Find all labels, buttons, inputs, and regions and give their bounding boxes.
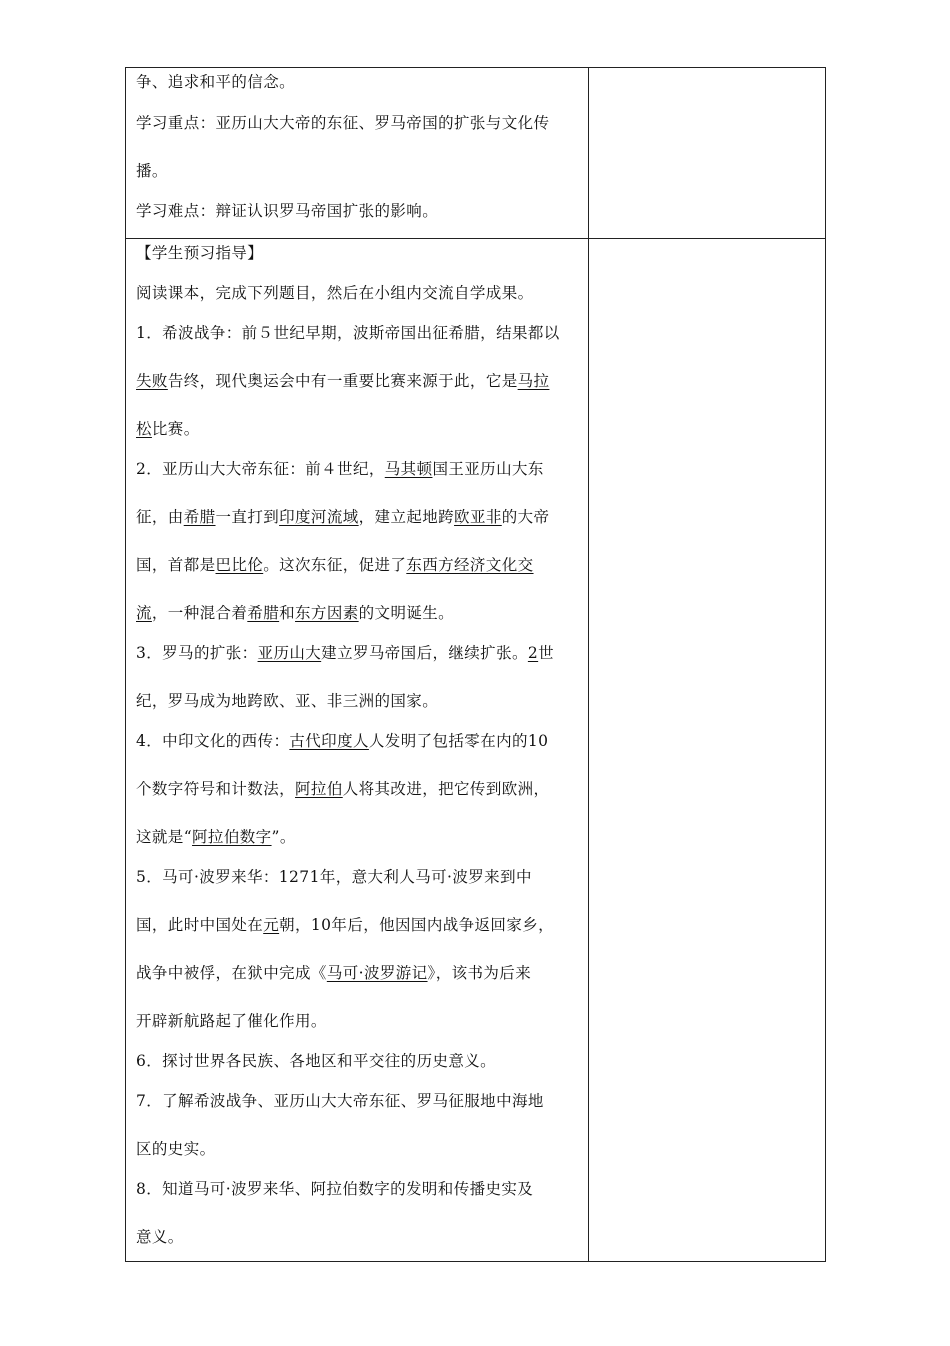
item-1-line-3: 松比赛。 <box>136 420 200 438</box>
answer-blank: 马拉 <box>517 372 550 390</box>
item-5-line-3: 战争中被俘，在狱中完成《马可·波罗游记》，该书为后来 <box>136 964 532 982</box>
answer-blank: 希腊 <box>247 604 280 622</box>
row-divider <box>126 238 825 239</box>
item-2-line-2: 征，由希腊一直打到印度河流域，建立起地跨欧亚非的大帝 <box>136 508 550 526</box>
answer-blank: 巴比伦 <box>215 556 264 574</box>
answer-blank: 东西方经济文化交 <box>406 556 534 574</box>
answer-blank: 古代印度人 <box>289 732 369 750</box>
answer-blank: 阿拉伯数字 <box>192 828 272 846</box>
answer-blank: 松 <box>136 420 152 438</box>
item-5-line-2: 国，此时中国处在元朝，10年后，他因国内战争返回家乡， <box>136 916 555 934</box>
item-6: 6．探讨世界各民族、各地区和平交往的历史意义。 <box>136 1052 497 1070</box>
guide-intro: 阅读课本，完成下列题目，然后在小组内交流自学成果。 <box>136 284 534 302</box>
item-5-line-4: 开辟新航路起了催化作用。 <box>136 1012 327 1030</box>
item-2-line-3: 国，首都是巴比伦。这次东征，促进了东西方经济文化交 <box>136 556 534 574</box>
guide-heading: 【学生预习指导】 <box>136 244 264 262</box>
answer-blank: 阿拉伯 <box>295 780 343 798</box>
answer-blank: 马可·波罗游记 <box>326 964 428 982</box>
item-8-line-1: 8．知道马可·波罗来华、阿拉伯数字的发明和传播史实及 <box>136 1180 534 1198</box>
item-7-line-1: 7．了解希波战争、亚历山大大帝东征、罗马征服地中海地 <box>136 1092 544 1110</box>
answer-blank: 2 <box>527 644 539 662</box>
item-4-line-2: 个数字符号和计数法，阿拉伯人将其改进，把它传到欧洲， <box>136 780 550 798</box>
learning-focus-cont: 播。 <box>136 162 168 180</box>
answer-blank: 马其顿 <box>384 460 433 478</box>
item-2-line-1: 2．亚历山大大帝东征：前４世纪，马其顿国王亚历山大东 <box>136 460 544 478</box>
item-7-line-2: 区的史实。 <box>136 1140 216 1158</box>
item-1-line-1: 1．希波战争：前５世纪早期，波斯帝国出征希腊，结果都以 <box>136 324 560 342</box>
answer-blank: 东方因素 <box>295 604 359 622</box>
answer-blank: 亚历山大 <box>257 644 322 662</box>
answer-blank: 欧亚非 <box>454 508 502 526</box>
learning-difficulty: 学习难点：辩证认识罗马帝国扩张的影响。 <box>136 202 439 220</box>
item-8-line-2: 意义。 <box>136 1228 184 1246</box>
item-3-line-1: 3．罗马的扩张：亚历山大建立罗马帝国后，继续扩张。2世 <box>136 644 555 662</box>
item-2-line-4: 流，一种混合着希腊和东方因素的文明诞生。 <box>136 604 455 622</box>
answer-blank: 印度河流域 <box>279 508 359 526</box>
lesson-table <box>125 67 826 1262</box>
item-5-line-1: 5．马可·波罗来华：1271年，意大利人马可·波罗来到中 <box>136 868 532 886</box>
answer-blank: 希腊 <box>183 508 216 526</box>
item-1-line-2: 失败告终，现代奥运会中有一重要比赛来源于此，它是马拉 <box>136 372 550 390</box>
answer-blank: 元 <box>263 916 280 934</box>
answer-blank: 流 <box>136 604 152 622</box>
item-3-line-2: 纪，罗马成为地跨欧、亚、非三洲的国家。 <box>136 692 439 710</box>
column-divider <box>588 68 589 1261</box>
item-4-line-3: 这就是“阿拉伯数字”。 <box>136 828 296 846</box>
objective-text: 争、追求和平的信念。 <box>136 73 296 91</box>
answer-blank: 失败 <box>136 372 168 390</box>
item-4-line-1: 4．中印文化的西传：古代印度人人发明了包括零在内的10 <box>136 732 549 750</box>
learning-focus: 学习重点：亚历山大大帝的东征、罗马帝国的扩张与文化传 <box>136 114 550 132</box>
